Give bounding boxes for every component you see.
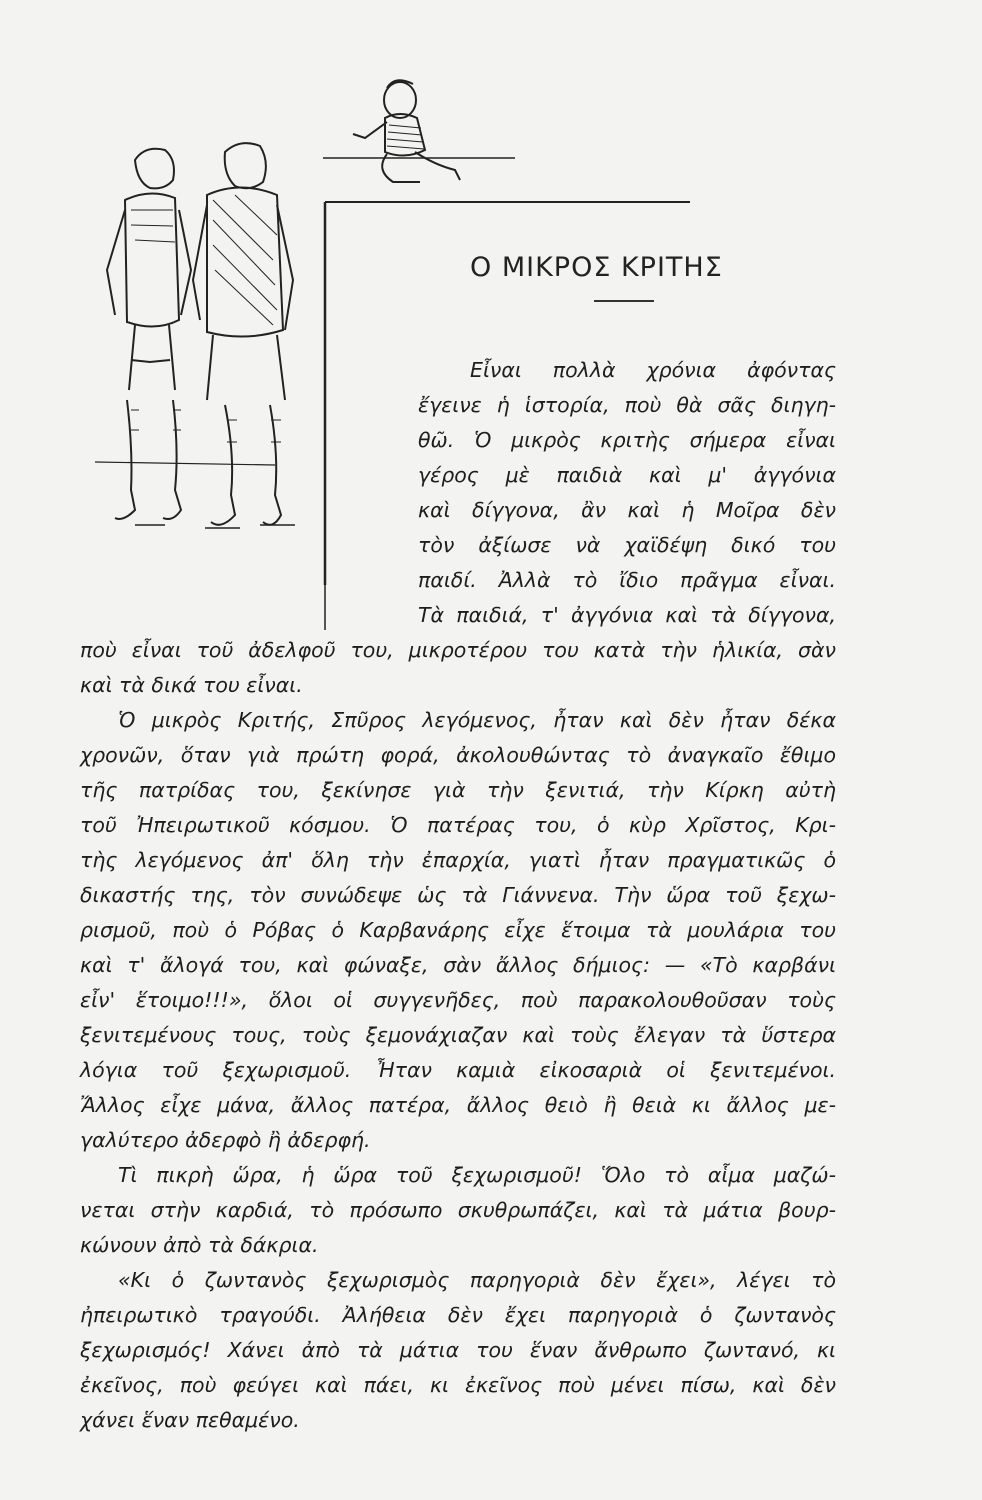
text-line: «Κι ὁ ζωντανὸς ξεχωρισμὸς παρηγοριὰ δὲν ἔχει», λέγει τὸ <box>118 1268 836 1292</box>
text-line: Τὰ παιδιά, τ' ἀγγόνια καὶ τὰ δίγγονα, <box>418 603 836 627</box>
text-line: τῆς πατρίδας του, ξεκίνησε γιὰ τὴν ξενιτιά, τὴν Κίρκη αὐτὴ <box>80 778 836 802</box>
text-line: τὸν ἀξίωσε νὰ χαϊδέψη δικό του <box>418 533 836 557</box>
text-line: δικαστής της, τὸν συνώδεψε ὡς τὰ Γιάννενα. Τὴν ὥρα τοῦ ξεχω- <box>80 883 836 907</box>
text-line: θῶ. Ὁ μικρὸς κριτὴς σήμερα εἶναι <box>418 428 836 452</box>
text-line: τὴς λεγόμενος ἀπ' ὅλη τὴν ἐπαρχία, γιατὶ ἦταν πραγματικῶς ὁ <box>80 848 836 872</box>
text-line: ἠπειρωτικὸ τραγούδι. Ἀλήθεια δὲν ἔχει παρηγοριὰ ὁ ζωντανὸς <box>80 1303 836 1327</box>
chapter-title: Ο ΜΙΚΡΟΣ ΚΡΙΤΗΣ <box>470 252 723 283</box>
text-line: γαλύτερο ἀδερφὸ ἢ ἀδερφή. <box>80 1128 371 1152</box>
text-line: ἐκεῖνος, ποὺ φεύγει καὶ πάει, κι ἐκεῖνος ποὺ μένει πίσω, καὶ δὲν <box>80 1373 836 1397</box>
text-line: Ἄλλος εἶχε μάνα, ἄλλος πατέρα, ἄλλος θειὸ ἢ θειὰ κι ἄλλος με- <box>80 1093 836 1117</box>
text-line: εἶν' ἕτοιμο!!!», ὅλοι οἱ συγγενῆδες, ποὺ παρακολουθοῦσαν τοὺς <box>80 988 836 1012</box>
text-line: καὶ τ' ἄλογά του, καὶ φώναξε, σὰν ἄλλος δήμιος: — «Τὸ καρβάνι <box>80 953 836 977</box>
text-line: παιδί. Ἀλλὰ τὸ ἴδιο πρᾶγμα εἶναι. <box>418 568 836 592</box>
text-line: γέρος μὲ παιδιὰ καὶ μ' ἀγγόνια <box>418 463 836 487</box>
text-line: καὶ δίγγονα, ἂν καὶ ἡ Μοῖρα δὲν <box>418 498 836 522</box>
text-line: ρισμοῦ, ποὺ ὁ Ρόβας ὁ Καρβανάρης εἶχε ἕτοιμα τὰ μουλάρια του <box>80 918 836 942</box>
text-line: τοῦ Ἠπειρωτικοῦ κόσμου. Ὁ πατέρας του, ὁ κὺρ Χρῖστος, Κρι- <box>80 813 836 837</box>
text-line: Τὶ πικρὴ ὥρα, ἡ ὥρα τοῦ ξεχωρισμοῦ! Ὅλο τὸ αἷμα μαζώ- <box>118 1163 836 1187</box>
text-line: Ὁ μικρὸς Κριτής, Σπῦρος λεγόμενος, ἦταν καὶ δὲν ἦταν δέκα <box>118 708 836 732</box>
text-line: ξεχωρισμός! Χάνει ἀπὸ τὰ μάτια του ἕναν ἄνθρωπο ζωντανό, κι <box>80 1338 836 1362</box>
text-line: Εἶναι πολλὰ χρόνια ἀφόντας <box>470 358 836 382</box>
title-underline <box>594 300 654 302</box>
text-line: ποὺ εἶναι τοῦ ἀδελφοῦ του, μικροτέρου του κατὰ τὴν ἡλικία, σὰν <box>80 638 836 662</box>
text-line: ἔγεινε ἡ ἱστορία, ποὺ θὰ σᾶς διηγη- <box>418 393 836 417</box>
text-line: λόγια τοῦ ξεχωρισμοῦ. Ἦταν καμιὰ εἰκοσαριὰ οἱ ξενιτεμένοι. <box>80 1058 836 1082</box>
text-line: νεται στὴν καρδιά, τὸ πρόσωπο σκυθρωπάζει, καὶ τὰ μάτια βουρ- <box>80 1198 836 1222</box>
text-line: χάνει ἕναν πεθαμένο. <box>80 1408 300 1432</box>
text-line: ξενιτεμένους τους, τοὺς ξεμονάχιαζαν καὶ τοὺς ἔλεγαν τὰ ὕστερα <box>80 1023 836 1047</box>
text-line: καὶ τὰ δικά του εἶναι. <box>80 673 303 697</box>
text-line: χρονῶν, ὅταν γιὰ πρώτη φορά, ἀκολουθώντας τὸ ἀναγκαῖο ἔθιμο <box>80 743 836 767</box>
text-line: κώνουν ἀπὸ τὰ δάκρια. <box>80 1233 319 1257</box>
